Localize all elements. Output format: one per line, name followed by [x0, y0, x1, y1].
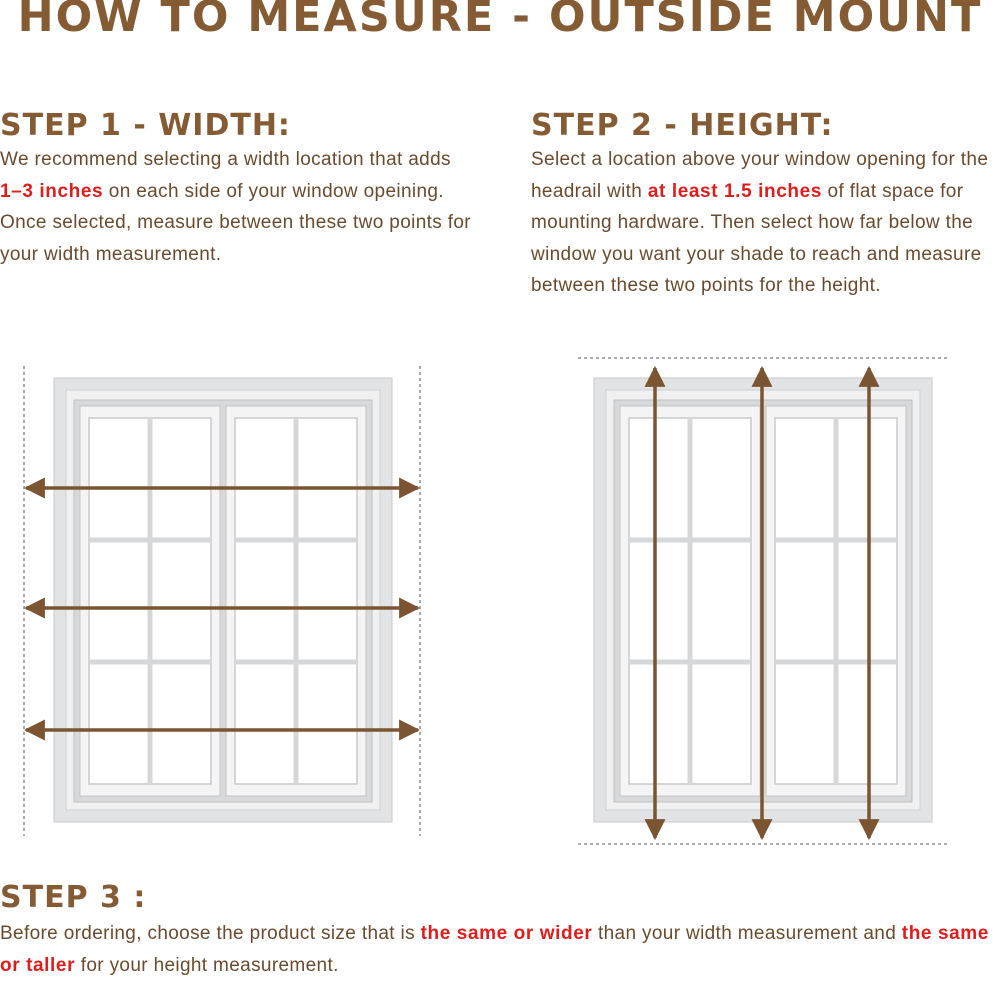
step2-text — [531, 144, 1000, 302]
page-title: HOW TO MEASURE - OUTSIDE MOUNT — [17, 0, 983, 42]
height-measure-diagram — [570, 350, 960, 850]
window-frame-left — [54, 378, 392, 822]
step2-highlight: at least 1.5 inches — [647, 180, 822, 202]
step1-text-a: We recommend selecting a width location that adds — [0, 149, 451, 170]
step3-highlight-wider: the same or wider — [420, 923, 593, 944]
step1-text — [0, 144, 478, 270]
step3-text — [0, 918, 1000, 981]
step3-heading: STEP 3 : — [0, 880, 147, 915]
step2-heading: STEP 2 - HEIGHT: — [531, 108, 834, 143]
step2-text-a: Select a location above your window opening for the headrail with — [531, 149, 989, 202]
step1-text-b: on each side of your window opeining. Once selected, measure between these two points for your width measurement. — [0, 180, 471, 265]
step1-heading: STEP 1 - WIDTH: — [0, 108, 291, 143]
step3-text-a: Before ordering, choose the product size that is — [0, 923, 421, 944]
step3-text-b: than your width measurement and — [592, 923, 902, 944]
step2-text-b: of flat space for mounting hardware. Then select how far below the window you want your shade to reach and measure between these two points for the height. — [531, 180, 982, 296]
step3-text-c: for your height measurement. — [75, 954, 339, 976]
step1-highlight: 1–3 inches — [0, 180, 104, 202]
width-measure-diagram — [0, 360, 440, 840]
step3-highlight-taller: the same or taller — [0, 923, 989, 976]
